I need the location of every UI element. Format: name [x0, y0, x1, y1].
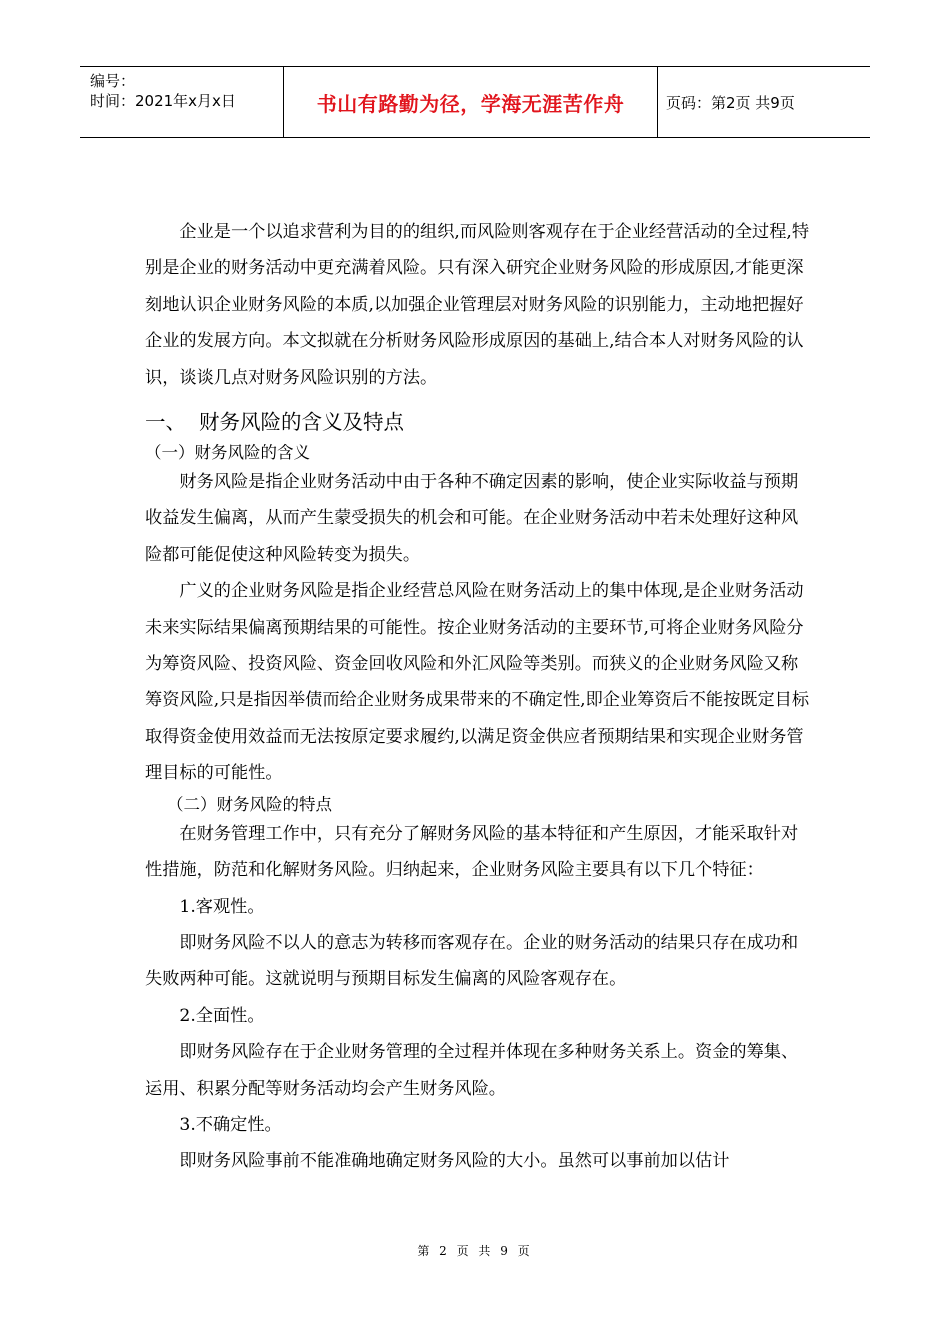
- intro-paragraph: 企业是一个以追求营利为目的的组织,而风险则客观存在于企业经营活动的全过程,特别是企业的财务活动中更充满着风险。只有深入研究企业财务风险的形成原因,才能更深刻地认识企业财务风险的本质,以加强企业管理层对财务风险的识别能力，主动地把握好企业的发展方向。本文拟就在分析财务风险形成原因的基础上,结合本人对财务风险的认识，谈谈几点对财务风险识别的方法。: [145, 222, 810, 388]
- list-item-text: 即财务风险事前不能准确地确定财务风险的大小。虽然可以事前加以估计: [179, 1151, 730, 1172]
- subsection-heading-1: （一）财务风险的含义: [145, 443, 310, 463]
- list-item-title: 3.不确定性。: [179, 1114, 282, 1135]
- header-meta-cell: [80, 67, 284, 137]
- section-heading-1: 一、 财务风险的含义及特点: [145, 410, 405, 435]
- document-date-label: 时间：2021年x月x日: [90, 92, 236, 110]
- subsection-heading-2: （二）财务风险的特点: [167, 794, 332, 814]
- list-item-title: 1.客观性。: [179, 896, 265, 917]
- list-item-text: 即财务风险存在于企业财务管理的全过程并体现在多种财务关系上。资金的筹集、运用、积累分配等财务活动均会产生财务风险。: [145, 1042, 799, 1099]
- header-table: [80, 66, 870, 138]
- header-motto: 书山有路勤为径，学海无涯苦作舟: [284, 67, 658, 137]
- list-item-text: 即财务风险不以人的意志为转移而客观存在。企业的财务活动的结果只存在成功和失败两种可能。这就说明与预期目标发生偏离的风险客观存在。: [145, 932, 799, 990]
- document-number-label: 编号：: [90, 72, 136, 90]
- page-footer: 第 2 页 共 9 页: [417, 1244, 533, 1258]
- paragraph: 财务风险是指企业财务活动中由于各种不确定因素的影响，使企业实际收益与预期收益发生偏离，从而产生蒙受损失的机会和可能。在企业财务活动中若未处理好这种风险都可能促使这种风险转变为损失。: [145, 472, 799, 565]
- header-page-info: 页码：第2页 共9页: [666, 93, 795, 112]
- paragraph: 在财务管理工作中，只有充分了解财务风险的基本特征和产生原因，才能采取针对性措施，防范和化解财务风险。归纳起来，企业财务风险主要具有以下几个特征：: [145, 823, 799, 881]
- paragraph: 广义的企业财务风险是指企业经营总风险在财务活动上的集中体现,是企业财务活动未来实际结果偏离预期结果的可能性。按企业财务活动的主要环节,可将企业财务风险分为筹资风险、投资风险、资金回收风险和外汇风险等类别。而狭义的企业财务风险又称筹资风险,只是指因举债而给企业财务成果带来的不确定性,即企业筹资后不能按既定目标取得资金使用效益而无法按原定要求履约,以满足资金供应者预期结果和实现企业财务管理目标的可能性。: [145, 581, 810, 784]
- document-body: [145, 214, 810, 1180]
- list-item-title: 2.全面性。: [179, 1005, 265, 1026]
